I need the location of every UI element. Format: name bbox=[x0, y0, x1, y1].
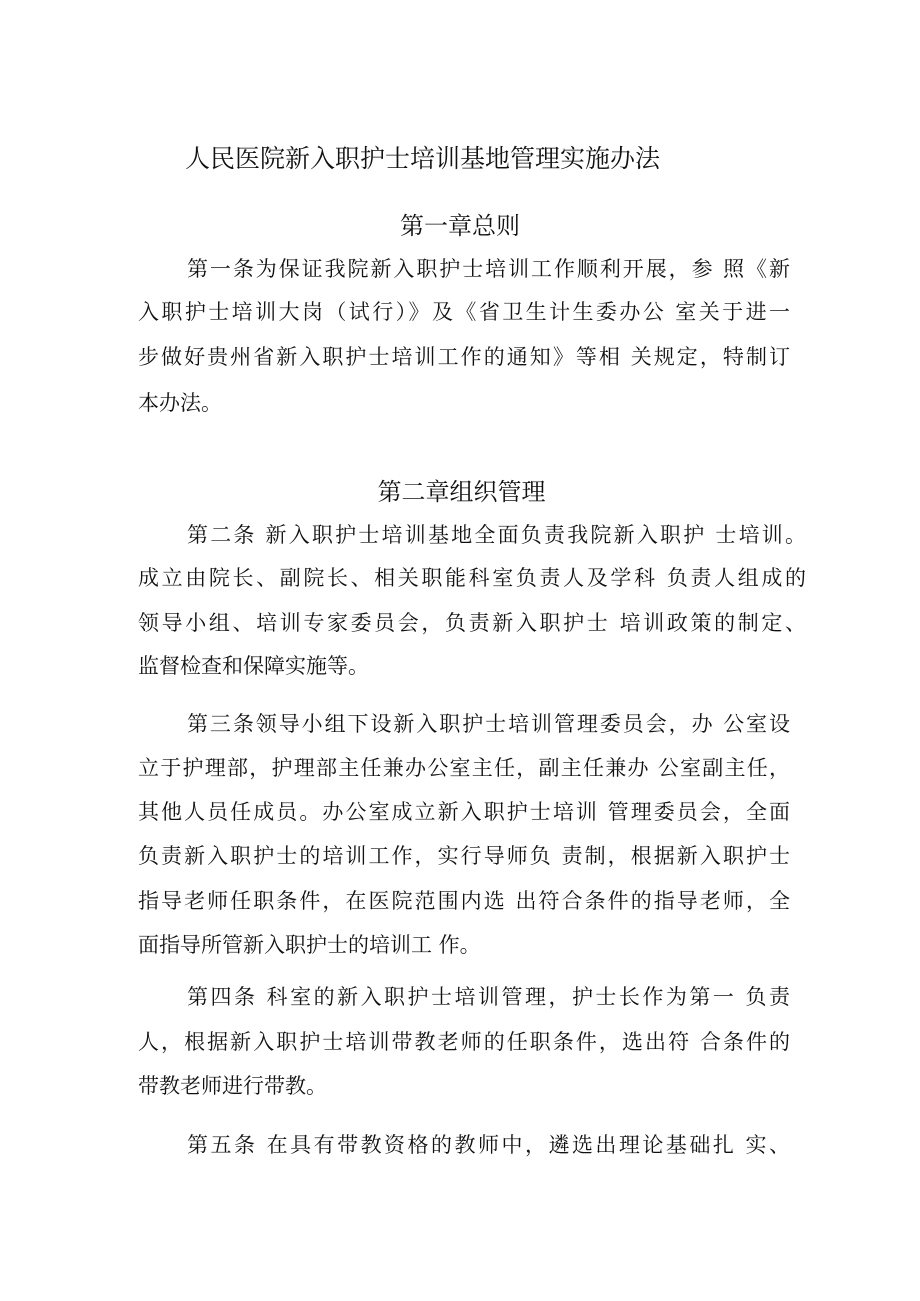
article-4-line-2: 人，根据新入职护士培训带教老师的任职条件，选出符 合条件的 bbox=[138, 1030, 790, 1054]
article-2-line-2: 成立由院长、副院长、相关职能科室负责人及学科 负责人组成的 bbox=[138, 566, 806, 590]
article-3-line-3: 其他人员任成员。办公室成立新入职护士培训 管理委员会，全面 bbox=[138, 800, 790, 824]
document-title: 人民医院新入职护士培训基地管理实施办法 bbox=[185, 144, 661, 173]
article-1-line-3: 步做好贵州省新入职护士培训工作的通知》等相 关规定，特制订 bbox=[138, 345, 790, 369]
article-3-line-5: 指导老师任职条件，在医院范围内选 出符合条件的指导老师，全 bbox=[138, 889, 790, 913]
article-4-line-1: 第四条 科室的新入职护士培训管理，护士长作为第一 负责 bbox=[187, 985, 790, 1009]
article-2-line-4: 监督检查和保障实施等。 bbox=[138, 654, 369, 678]
article-2-line-1: 第二条 新入职护士培训基地全面负责我院新入职护 士培训。 bbox=[187, 523, 806, 547]
article-1-line-4: 本办法。 bbox=[138, 391, 222, 415]
article-3-line-1: 第三条领导小组下设新入职护士培训管理委员会，办 公室设 bbox=[187, 712, 790, 736]
article-5-line-1: 第五条 在具有带教资格的教师中，遴选出理论基础扎 实、 bbox=[187, 1133, 790, 1157]
article-1-line-2: 入职护士培训大岗（试行）》及《省卫生计生委办公 室关于进一 bbox=[138, 300, 790, 324]
article-1-line-1: 第一条为保证我院新入职护士培训工作顺利开展，参 照《新 bbox=[187, 257, 790, 281]
article-4-line-3: 带教老师进行带教。 bbox=[138, 1074, 327, 1098]
article-3-line-2: 立于护理部，护理部主任兼办公室主任，副主任兼办 公室副主任， bbox=[138, 756, 790, 780]
article-2-line-3: 领导小组、培训专家委员会，负责新入职护士 培训政策的制定、 bbox=[138, 611, 806, 635]
article-3-line-6: 面指导所管新入职护士的培训工 作。 bbox=[138, 933, 481, 957]
article-3-line-4: 负责新入职护士的培训工作，实行导师负 责制，根据新入职护士 bbox=[138, 844, 790, 868]
chapter-2-heading: 第二章组织管理 bbox=[377, 478, 546, 506]
chapter-1-heading: 第一章总则 bbox=[400, 212, 520, 240]
